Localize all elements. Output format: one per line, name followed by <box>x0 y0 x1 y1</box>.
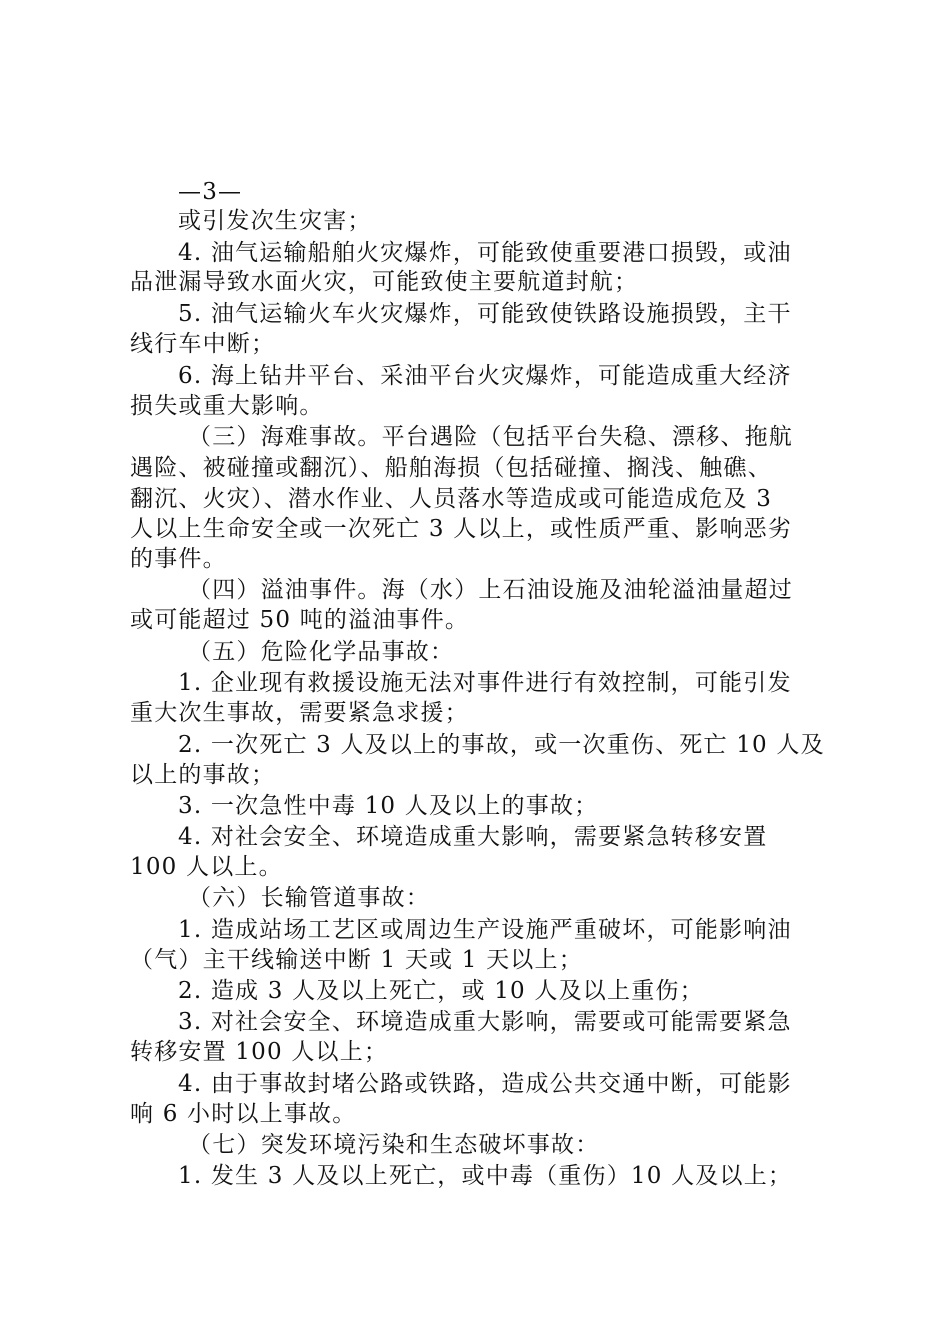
text-line: （七）突发环境污染和生态破坏事故： <box>188 1132 600 1158</box>
text-line: 以上的事故； <box>130 762 276 788</box>
page-number: —3— <box>178 179 243 205</box>
text-line: 转移安置 100 人以上； <box>130 1039 389 1065</box>
text-line: 响 6 小时以上事故。 <box>130 1101 357 1127</box>
text-line: 翻沉、火灾）、潜水作业、人员落水等造成或可能造成危及 3 <box>130 486 773 512</box>
text-line: （五）危险化学品事故： <box>188 639 455 665</box>
text-line: 或引发次生灾害； <box>178 208 372 234</box>
text-line: （气）主干线输送中断 1 天或 1 天以上； <box>130 947 583 973</box>
text-line: 重大次生事故，需要紧急求援； <box>130 700 469 726</box>
text-line: 或可能超过 50 吨的溢油事件。 <box>130 607 470 633</box>
text-line: （三）海难事故。平台遇险（包括平台失稳、漂移、拖航 <box>188 424 793 450</box>
text-line: 损失或重大影响。 <box>130 393 324 419</box>
text-line: 人以上生命安全或一次死亡 3 人以上，或性质严重、影响恶劣 <box>130 516 793 542</box>
text-line: （四）溢油事件。海（水）上石油设施及油轮溢油量超过 <box>188 577 793 603</box>
text-line: 3. 一次急性中毒 10 人及以上的事故； <box>178 793 599 819</box>
text-line: 2. 造成 3 人及以上死亡，或 10 人及以上重伤； <box>178 978 704 1004</box>
text-line: 100 人以上。 <box>130 854 283 880</box>
text-line: 1. 发生 3 人及以上死亡，或中毒（重伤）10 人及以上； <box>178 1163 793 1189</box>
text-line: 遇险、被碰撞或翻沉）、船舶海损（包括碰撞、搁浅、触礁、 <box>130 455 772 481</box>
text-line: 的事件。 <box>130 546 227 572</box>
text-line: 品泄漏导致水面火灾，可能致使主要航道封航； <box>130 269 639 295</box>
text-line: 4. 由于事故封堵公路或铁路，造成公共交通中断，可能影 <box>178 1071 792 1097</box>
text-line: 1. 造成站场工艺区或周边生产设施严重破坏，可能影响油 <box>178 917 792 943</box>
text-line: 线行车中断； <box>130 331 276 357</box>
text-line: 5. 油气运输火车火灾爆炸，可能致使铁路设施损毁，主干 <box>178 301 792 327</box>
text-line: 4. 对社会安全、环境造成重大影响，需要紧急转移安置 <box>178 824 768 850</box>
text-line: 6. 海上钻井平台、采油平台火灾爆炸，可能造成重大经济 <box>178 363 792 389</box>
text-line: 2. 一次死亡 3 人及以上的事故，或一次重伤、死亡 10 人及 <box>178 732 825 758</box>
text-line: （六）长输管道事故： <box>188 885 430 911</box>
text-line: 3. 对社会安全、环境造成重大影响，需要或可能需要紧急 <box>178 1009 792 1035</box>
text-line: 4. 油气运输船舶火灾爆炸，可能致使重要港口损毁，或油 <box>178 240 792 266</box>
text-line: 1. 企业现有救援设施无法对事件进行有效控制，可能引发 <box>178 670 792 696</box>
